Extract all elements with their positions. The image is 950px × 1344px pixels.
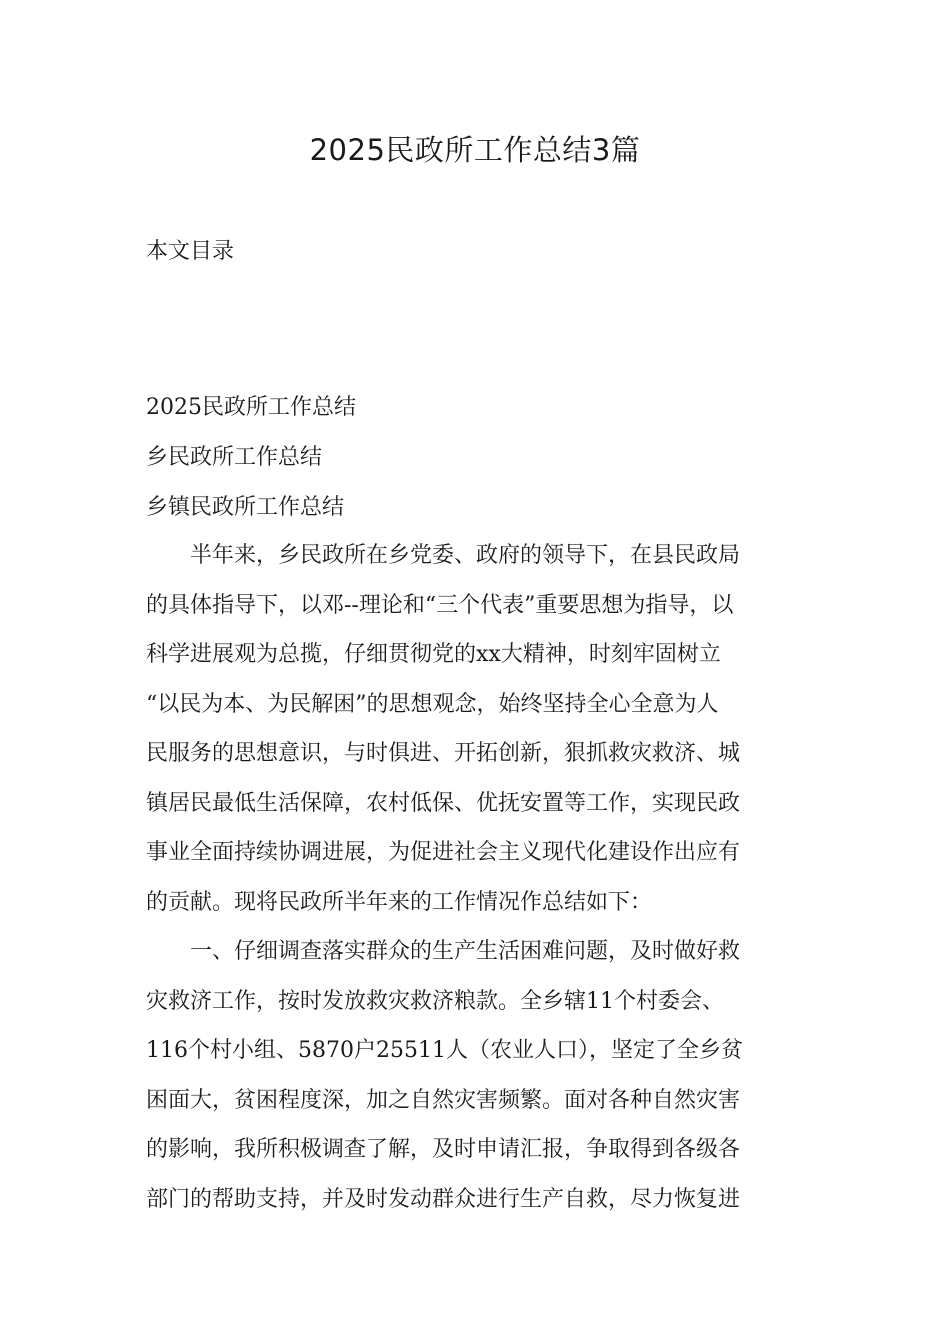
body-line: 的贡献。现将民政所半年来的工作情况作总结如下： <box>146 889 653 915</box>
body-line: 的具体指导下，以邓--理论和“三个代表”重要思想为指导，以 <box>146 592 734 618</box>
body-line: 事业全面持续协调进展，为促进社会主义现代化建设作出应有 <box>146 840 741 865</box>
body-line: 一、仔细调查落实群众的生产生活困难问题，及时做好救 <box>190 939 741 964</box>
toc-item: 乡民政所工作总结 <box>146 445 323 470</box>
toc-item: 乡镇民政所工作总结 <box>146 495 345 520</box>
document-title: 2025民政所工作总结3篇 <box>309 133 641 167</box>
body-line: 民服务的思想意识，与时俱进、开拓创新，狠抓救灾救济、城 <box>146 741 741 766</box>
body-line: “以民为本、为民解困”的思想观念，始终坚持全心全意为人 <box>146 691 719 717</box>
toc-heading: 本文目录 <box>146 239 235 264</box>
body-line: 部门的帮助支持，并及时发动群众进行生产自救，尽力恢复进 <box>146 1186 741 1212</box>
body-text <box>146 531 836 1224</box>
body-line: 镇居民最低生活保障，农村低保、优抚安置等工作，实现民政 <box>146 790 741 816</box>
body-line: 116个村小组、5870户25511人（农业人口），坚定了全乡贫 <box>146 1038 743 1063</box>
toc-item: 2025民政所工作总结 <box>146 395 356 420</box>
body-line: 半年来，乡民政所在乡党委、政府的领导下，在县民政局 <box>190 543 741 568</box>
table-of-contents <box>146 383 356 533</box>
body-line: 科学进展观为总揽，仔细贯彻党的xx大精神，时刻牢固树立 <box>146 642 721 667</box>
body-line: 的影响，我所积极调查了解，及时申请汇报，争取得到各级各 <box>146 1137 741 1162</box>
body-line: 灾救济工作，按时发放救灾救济粮款。全乡辖11个村委会、 <box>146 988 724 1014</box>
body-line: 困面大，贫困程度深，加之自然灾害频繁。面对各种自然灾害 <box>146 1087 741 1113</box>
